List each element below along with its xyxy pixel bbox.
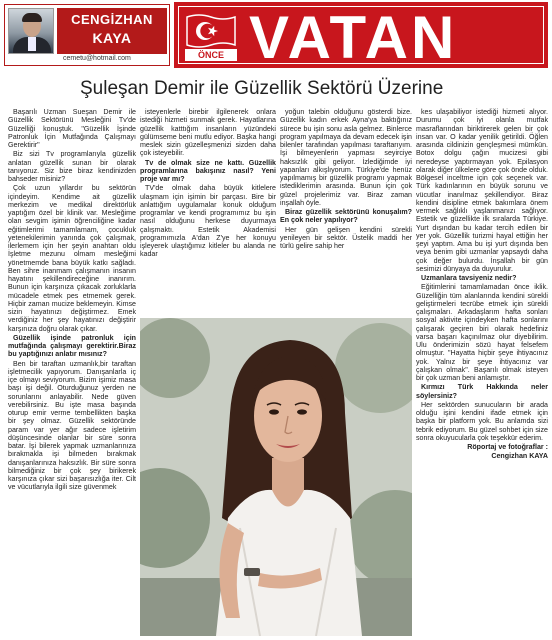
once-badge: ÖNCE — [185, 49, 237, 61]
article-column-4 — [416, 108, 548, 636]
article-title: Şuleşan Demir ile Güzellik Sektörü Üzerine — [80, 78, 444, 99]
article-column-1 — [8, 108, 136, 636]
article-column-2 — [140, 108, 276, 314]
author-photo — [8, 8, 54, 54]
paragraph: Her gün gelişen kendini sürekli yenileyen bir sektör. Üstelik maddi her türlü gelire sahip her — [280, 225, 412, 250]
paragraph: Ben bir taraftan uzmanlık,bir taraftan işletmecilik yapıyorum. Danışanlarla iç içe olmayı seviyorum. Bizim işimiz masa başı işi değil. Oturduğunuz yerden ne sorunlarını anlayabilir. Nede güven verebilirsiniz. Bu işte masa başında oturup emir verme tembellikten başka bir şey olmaz. Güzellik sektöründe param var yer ağır sadece işletirim düşüncesinde olanlar bir süre sonra batar. İşi bilerek yapmak uzmanlarınıza bırakmakla işi bilmeden bırakmak danışanlarınıza haksızlık. Bir süre sonra bilmediğiniz bir çok şey birikerek karşınıza çıkar sizi başarısızlığa iter. Cilt ve vücutlarıyla ilgili size güvenmek — [8, 359, 136, 492]
byline: Cengizhan KAYA — [491, 452, 548, 461]
author-first-name: CENGİZHAN — [71, 12, 153, 27]
paragraph: Çok uzun yıllardır bu sektörün içindeyim. Kendime ait güzellik merkezim ve medikal direktörlük yaptığım özel bir klinik var. Mesleğime olan sevgim işimin öğrenciliğine kadar eğitimlerimi tamamlamam, çocukluk yetenekilerimin yanında çok çalışmak, ilerlemem için her şeyin anahtarı oldu İşletme mezunu olmam mesleğimi yönetmemde bana büyük katkı sağladı. Ben sihre inanmam çalışmanın insanın hayatını şekillendireceğine inanırım. Bunun için karşınıza çıkacak zorluklarla mücadele etmek pes etmemek gerek. Hiçbir zaman mucize beklemeyin. Kimse sizin hayatınızı değiştirmez. Emek verdiğiniz her şey hayatınızı değiştirir karşınıza doğru olarak çıkar. — [8, 184, 136, 333]
paragraph: yoğun talebin olduğunu gösterdi bize. Güzellik kadın erkek Ayna'ya baktığınız sürece bu işin sonu asla gelmez. Binlerce program yapılmaya da devam edecek işin bilenler tarafından yapılması taraftarıyım. İşi bilmeyenlerin yapması seyirciye haksızlık gibi geliyor. İzlediğimde iyi yapanları alkışlıyorum. Türkiye'de henüz yapılmamış bir güzellik programı yapmak istediklerimin arasında. Bunun için çok güzel projelerimiz var. Biraz zaman inşallah öyle. — [280, 108, 412, 207]
author-box — [4, 4, 170, 66]
paragraph: Eğitimlerini tamamlamadan önce iklik. Güzelliğin tüm alanlarında kendini sürekli geliştirmeleri tecrübe etmek için sürekli çalışmaları. Arkadaşlarım hafta sonları sosyal aktivite içindeyken hafta sonlarını çalışarak geçiren biri olarak hedefiniz varsa başarı kaçınılmaz olur diyebilirim. Ulu önderimizin sözü hayat felsefem olmuştur. "Hayatta hiçbir şeye ihtiyacınız yok. Yalnız bir şeye ihtiyacınız var çalışkan olmak". Başarılı olmak isteyen bir çok uzman beni anlamıştır. — [416, 283, 548, 382]
paragraph: Başarılı Uzman Sueşan Demir ile Güzellik Sektörünü Mesleğini Tv'de Güzelliği konuştuk. "Güzellik İşinde Patronluk İçin Mutfağında Çalışmayı Gerektirir" — [8, 108, 136, 149]
paragraph: Biz sizi Tv programlarıyla güzellik anlatan güzellik sunan bir olarak tanıyoruz. Siz bize biraz kendinizden bahseder misiniz? — [8, 150, 136, 183]
interview-question: Tv de olmak size ne kattı. Güzellik programlarına bakışınız nasıl? Yeni proje var mı? — [140, 158, 276, 183]
interview-question: Güzellik işinde patronluk için mutfağında çalışmayı gerektirir.Biraz bu yaptığınızı anlatır mısınız? — [8, 333, 136, 359]
page-header — [0, 0, 552, 70]
paragraph: Her sektörden sunucuların bir arada olduğu işini kendini ifade etmek için başka bir platform yok. Bu anlamda sizi tebrik ediyorum. Bu güzel sohbet için size sonra okuyucularla çok teşekkür ederim. — [416, 400, 548, 442]
masthead — [174, 2, 548, 71]
masthead-title: VATAN — [249, 4, 458, 71]
paragraph: TV'de olmak daha büyük kitlelere ulaşmam için işimin bir parçası. Bire bir anlattığım uygulamalar konuk olduğum programlar ve kendi programımız bu işin nasıl olduğunu herkese duyurmaya çalışmaktı. Estetik Akademisi programımızla A'dan Z'ye her konuyu işleyerek ulaştığımız kitleler bu alanda ne kadar — [140, 184, 276, 259]
author-name-band — [57, 8, 167, 54]
interview-photo — [140, 318, 412, 636]
paragraph: isteyenlerle birebir ilgilenerek onlara istediği hizmeti sunmak gerek. Hayatlarına güzellik katttığım insanların yüzündeki gülümseme beni mutlu ediyor. Başka hangi meslek sizin güzelleşmenizi sizden daha çok isteyebilir. — [140, 108, 276, 158]
author-last-name: KAYA — [92, 30, 132, 46]
interview-question: Biraz güzellik sektörünü konuşalım? En çok neler yapılıyor? — [280, 208, 412, 225]
interview-question: Kırmızı Türk Hakkında neler söylersiniz? — [416, 383, 548, 400]
paragraph: kes ulaşabiliyor istediği hizmeti alıyor. Durumu çok iyi olanla mutfak masraflarından biriktirerek gelen bir çok insan var. O kadar yenilik getirildi. Öğlen arasında cildinizin gençleşmesi mümkün. Botox dolgu çağın mucizesi gibi neredeyse yaptırmayan yok. Epilasyon olarak diğer ülkelere göre çok önde olduk. Bölgesel inceltme için çok seçenek var. Türk kadınlarının en büyük sorunu ve vücutlar inanılmaz şekillendiyor. Biraz kendini disipline etmek bakımlara önem vermek sağlıklı yaşlanmanızı sağlıyor. Estetik ve güzellikte ilk sıralarda Türkiye. Yurt dışından bu kadar tercih edilen bir yer yok. Güzellik turizmi hayal ettiğin her şeyi yaptım. Ama bu işi yurt dışında ben veya benim gibi uzmanlar yapsaydı daha çok değer bulurdu. İnşallah bir gün sesimizi dünyaya da duyurulur. — [416, 108, 548, 273]
author-email: cemetu@hotmail.com — [63, 55, 131, 62]
article-column-3 — [280, 108, 412, 314]
turkish-flag-icon — [185, 11, 237, 49]
byline: Röportaj ve fotoğraflar : — [467, 443, 548, 451]
interview-question: Uzmanlara tavsiyeniz nedir? — [421, 274, 517, 282]
